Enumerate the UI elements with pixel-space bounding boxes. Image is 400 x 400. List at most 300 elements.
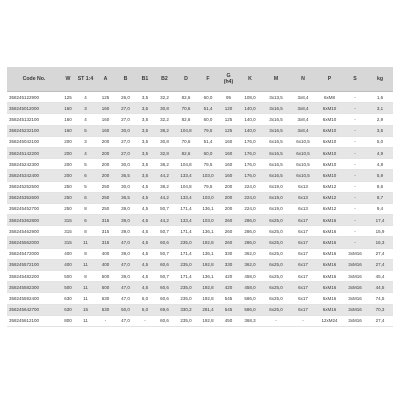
table-cell: 358245352600 <box>7 192 61 203</box>
table-cell: 171,4 <box>175 248 197 259</box>
table-cell: 104,8 <box>175 181 197 192</box>
table-cell: 27,0 <box>115 103 136 114</box>
table-cell: 4,5 <box>136 282 154 293</box>
table-cell: 6x19,0 <box>262 203 290 214</box>
table-cell: 6xM10 <box>316 170 343 181</box>
table-cell: 260 <box>219 226 238 237</box>
table-row <box>7 226 393 237</box>
table-cell: 50,7 <box>154 203 175 214</box>
table-cell: 235,0 <box>175 282 197 293</box>
table-cell: 3,5 <box>136 92 154 103</box>
table-cell: 420 <box>219 282 238 293</box>
table-cell: 3,5 <box>136 147 154 158</box>
table-cell: 11 <box>75 282 96 293</box>
table-cell: 39,0 <box>115 248 136 259</box>
table-cell: 362,0 <box>238 259 262 270</box>
table-cell: 630 <box>96 304 115 315</box>
table-cell: 47,0 <box>115 282 136 293</box>
table-cell: - <box>343 203 367 214</box>
table-cell: 6x17 <box>290 248 316 259</box>
table-cell: 4 <box>75 92 96 103</box>
table-cell: 362,0 <box>238 248 262 259</box>
table-row <box>7 136 393 147</box>
table-cell: 358245612100 <box>7 315 61 326</box>
column-header: B <box>115 67 136 92</box>
table-cell: 200 <box>219 181 238 192</box>
table-cell: 286,0 <box>238 237 262 248</box>
table-cell: 11 <box>75 237 96 248</box>
table-cell: 30,0 <box>115 125 136 136</box>
table-cell: 60,6 <box>154 237 175 248</box>
column-header: G (h4) <box>219 67 238 92</box>
table-cell: 3xM16 <box>343 315 367 326</box>
table-cell: 8 <box>75 271 96 282</box>
table-cell: 44,5 <box>367 282 393 293</box>
table-cell: - <box>343 170 367 181</box>
spec-table <box>7 67 393 327</box>
table-cell: 224,0 <box>238 192 262 203</box>
table-cell: 2,9 <box>367 114 393 125</box>
table-cell: 200 <box>61 170 75 181</box>
table-cell: 286,0 <box>238 226 262 237</box>
table-cell: 60,0 <box>197 92 219 103</box>
table-cell: 6x25,0 <box>262 293 290 304</box>
table-cell: 6x16,5 <box>262 170 290 181</box>
table-cell: 3 <box>75 136 96 147</box>
table-row <box>7 203 393 214</box>
table-cell: 70,6 <box>175 136 197 147</box>
table-cell: 125 <box>96 92 115 103</box>
table-cell: 3xM16 <box>343 259 367 270</box>
table-cell: 330,2 <box>175 304 197 315</box>
table-cell: 3x16,5 <box>262 114 290 125</box>
table-cell: 140,0 <box>238 125 262 136</box>
table-cell: 30,0 <box>115 181 136 192</box>
table-cell: 6x17 <box>290 282 316 293</box>
table-cell: 250 <box>61 203 75 214</box>
table-cell: 6xM16 <box>316 215 343 226</box>
table-cell: - <box>343 226 367 237</box>
table-cell: 160 <box>219 159 238 170</box>
table-cell: 250 <box>61 181 75 192</box>
table-cell: 200 <box>96 170 115 181</box>
table-cell: 26,0 <box>115 92 136 103</box>
table-cell: 70,6 <box>175 103 197 114</box>
table-cell: 6x16,5 <box>262 159 290 170</box>
table-cell: 36,5 <box>115 170 136 181</box>
table-cell: 315 <box>61 215 75 226</box>
table-cell: - <box>343 114 367 125</box>
table-cell: 358245482200 <box>7 271 61 282</box>
table-cell: 368,3 <box>238 315 262 326</box>
table-cell: - <box>343 147 367 158</box>
table-cell: 160 <box>96 103 115 114</box>
table-cell: 47,0 <box>115 315 136 326</box>
table-cell: 79,5 <box>197 159 219 170</box>
table-cell: 6x25,0 <box>262 248 290 259</box>
table-cell: 136,1 <box>197 248 219 259</box>
table-cell: 400 <box>61 259 75 270</box>
table-cell: 224,0 <box>238 203 262 214</box>
table-cell: 47,0 <box>115 259 136 270</box>
table-cell: 3x16,5 <box>262 125 290 136</box>
table-cell: 8 <box>75 248 96 259</box>
table-cell: 358245562000 <box>7 237 61 248</box>
table-header-row <box>7 67 393 92</box>
table-cell: 30,0 <box>115 159 136 170</box>
table-cell: 6x10,5 <box>290 147 316 158</box>
table-cell: 200 <box>96 136 115 147</box>
table-cell: - <box>343 181 367 192</box>
table-row <box>7 147 393 158</box>
table-row <box>7 181 393 192</box>
table-row <box>7 114 393 125</box>
table-cell: 315 <box>96 215 115 226</box>
table-cell: 4,5 <box>136 215 154 226</box>
table-cell: 358245362800 <box>7 215 61 226</box>
table-cell: 3x13,5 <box>262 92 290 103</box>
table-cell: 4,5 <box>136 271 154 282</box>
table-cell: 82,6 <box>175 147 197 158</box>
table-cell: - <box>343 92 367 103</box>
table-cell: 5 <box>75 159 96 170</box>
table-cell: 6x16,5 <box>262 147 290 158</box>
table-cell: - <box>343 125 367 136</box>
table-cell: 3 <box>75 103 96 114</box>
table-cell: 11 <box>75 259 96 270</box>
table-cell: 125 <box>219 114 238 125</box>
table-cell: 6x13 <box>290 181 316 192</box>
table-cell: 4,8 <box>367 159 393 170</box>
table-cell: 50,7 <box>154 248 175 259</box>
table-cell: 400 <box>96 248 115 259</box>
table-cell: 39,0 <box>115 226 136 237</box>
table-cell: 315 <box>96 237 115 248</box>
table-cell: 32,2 <box>154 114 175 125</box>
table-cell: 6x25,0 <box>262 226 290 237</box>
table-cell: - <box>343 192 367 203</box>
table-cell: 6xM16 <box>316 237 343 248</box>
table-cell: 50,0 <box>115 304 136 315</box>
table-cell: 38,2 <box>154 125 175 136</box>
table-row <box>7 282 393 293</box>
table-cell: 6xM8 <box>316 92 343 103</box>
table-cell: 51,4 <box>197 103 219 114</box>
table-row <box>7 237 393 248</box>
table-cell: 8,6 <box>367 181 393 192</box>
table-cell: 6x25,0 <box>262 259 290 270</box>
table-cell: 95 <box>219 92 238 103</box>
table-cell: 6xM16 <box>316 271 343 282</box>
spec-table-container <box>7 67 393 327</box>
table-cell: 4 <box>75 147 96 158</box>
table-cell: 6x13 <box>290 192 316 203</box>
column-header: K <box>238 67 262 92</box>
table-cell: 200 <box>61 147 75 158</box>
table-row <box>7 159 393 170</box>
table-cell: - <box>343 103 367 114</box>
table-cell: 6xM10 <box>316 114 343 125</box>
table-cell: 450 <box>219 315 238 326</box>
table-cell: 15 <box>75 304 96 315</box>
table-cell: 458,0 <box>238 282 262 293</box>
table-cell: 60,6 <box>154 315 175 326</box>
table-cell: 545 <box>219 293 238 304</box>
table-cell: 79,5 <box>197 125 219 136</box>
table-cell: 125 <box>219 125 238 136</box>
table-cell: 315 <box>96 226 115 237</box>
table-cell: 39,0 <box>115 215 136 226</box>
table-cell: 358245242300 <box>7 159 61 170</box>
table-cell: 136,1 <box>197 271 219 282</box>
table-cell: 140,0 <box>238 114 262 125</box>
table-cell: 12xM24 <box>316 315 343 326</box>
table-cell: - <box>136 315 154 326</box>
table-cell: 6x17 <box>290 215 316 226</box>
table-cell: 3x8,4 <box>290 103 316 114</box>
table-cell: 192,8 <box>197 237 219 248</box>
table-cell: 133,4 <box>175 215 197 226</box>
table-row <box>7 293 393 304</box>
table-cell: 6xM16 <box>316 282 343 293</box>
table-cell: 160 <box>61 103 75 114</box>
table-cell: 358245472000 <box>7 248 61 259</box>
table-cell: 630 <box>96 293 115 304</box>
table-cell: 6x17 <box>290 271 316 282</box>
table-cell: 3xM16 <box>343 271 367 282</box>
table-cell: 5 <box>75 125 96 136</box>
table-cell: 3x16,5 <box>262 103 290 114</box>
table-cell: 160 <box>96 114 115 125</box>
table-cell: 500 <box>96 271 115 282</box>
table-cell: 358245342400 <box>7 170 61 181</box>
table-cell: 27,4 <box>367 259 393 270</box>
table-cell: 192,8 <box>197 315 219 326</box>
column-header: S <box>343 67 367 92</box>
table-cell: - <box>343 159 367 170</box>
table-cell: 140,0 <box>238 103 262 114</box>
table-cell: 39,0 <box>115 271 136 282</box>
table-cell: 27,0 <box>115 147 136 158</box>
table-cell: 136,1 <box>197 203 219 214</box>
table-cell: 200 <box>61 159 75 170</box>
table-cell: 6x16,5 <box>262 136 290 147</box>
table-cell: 3xM16 <box>343 248 367 259</box>
table-cell: 15,9 <box>367 226 393 237</box>
table-cell: 27,0 <box>115 114 136 125</box>
table-row <box>7 315 393 326</box>
table-cell: 11 <box>75 293 96 304</box>
table-cell: 6x13 <box>290 203 316 214</box>
table-cell: 3x8,4 <box>290 114 316 125</box>
table-cell: 4,5 <box>136 237 154 248</box>
table-cell: 79,5 <box>197 181 219 192</box>
table-cell: 358245252500 <box>7 181 61 192</box>
table-cell: 9,4 <box>367 203 393 214</box>
table-cell: 358245122900 <box>7 92 61 103</box>
table-cell: 5,9 <box>367 170 393 181</box>
table-cell: 16,3 <box>367 237 393 248</box>
table-cell: 500 <box>96 282 115 293</box>
table-cell: 82,6 <box>175 114 197 125</box>
table-cell: 358245132100 <box>7 114 61 125</box>
table-cell: 6x17 <box>290 237 316 248</box>
table-cell: 17,4 <box>367 215 393 226</box>
column-header: B1 <box>136 67 154 92</box>
table-cell: 1,6 <box>367 92 393 103</box>
table-cell: 358245642700 <box>7 304 61 315</box>
table-cell: 6x17 <box>290 259 316 270</box>
table-cell: 458,0 <box>238 271 262 282</box>
table-cell: 8 <box>75 226 96 237</box>
table-cell: 160 <box>61 114 75 125</box>
table-cell: 192,8 <box>197 293 219 304</box>
table-cell: 6xM10 <box>316 103 343 114</box>
table-cell: 160 <box>219 147 238 158</box>
table-cell: 200 <box>219 192 238 203</box>
table-cell: 400 <box>96 259 115 270</box>
table-cell: 6x17 <box>290 304 316 315</box>
table-cell: 69,6 <box>154 304 175 315</box>
table-cell: 4,5 <box>136 259 154 270</box>
table-cell: 3xM16 <box>343 304 367 315</box>
table-cell: 6xM10 <box>316 136 343 147</box>
table-cell: 330 <box>219 248 238 259</box>
table-cell: 60,6 <box>154 293 175 304</box>
table-cell: 6xM12 <box>316 203 343 214</box>
table-cell: 44,2 <box>154 215 175 226</box>
table-cell: 6x25,0 <box>262 304 290 315</box>
table-cell: 358245592400 <box>7 293 61 304</box>
table-cell: - <box>290 315 316 326</box>
table-cell: - <box>262 315 290 326</box>
table-cell: 3,5 <box>136 170 154 181</box>
table-cell: 250 <box>96 181 115 192</box>
table-cell: 171,4 <box>175 203 197 214</box>
table-cell: 3x8,4 <box>290 125 316 136</box>
table-cell: 32,8 <box>154 147 175 158</box>
table-cell: 160 <box>219 136 238 147</box>
table-cell: 30,8 <box>154 103 175 114</box>
table-cell: 3,5 <box>136 159 154 170</box>
table-cell: 6xM10 <box>316 125 343 136</box>
table-cell: 103,0 <box>197 170 219 181</box>
table-cell: 120 <box>219 103 238 114</box>
table-cell: 358245042100 <box>7 136 61 147</box>
table-row <box>7 103 393 114</box>
table-cell: 60,0 <box>197 147 219 158</box>
table-cell: 108,0 <box>238 92 262 103</box>
table-cell: - <box>343 237 367 248</box>
table-cell: 8 <box>75 203 96 214</box>
table-cell: 200 <box>96 147 115 158</box>
table-cell: 103,0 <box>197 192 219 203</box>
table-cell: 133,4 <box>175 192 197 203</box>
table-cell: 224,0 <box>238 181 262 192</box>
table-cell: 250 <box>96 203 115 214</box>
table-cell: 358245582300 <box>7 282 61 293</box>
table-cell: 6 <box>75 170 96 181</box>
table-cell: 235,0 <box>175 259 197 270</box>
table-cell: 6x10,5 <box>290 159 316 170</box>
table-cell: 6xM12 <box>316 181 343 192</box>
table-cell: 30,8 <box>154 136 175 147</box>
table-cell: 103,0 <box>197 215 219 226</box>
table-cell: 60,0 <box>197 114 219 125</box>
table-cell: 60,6 <box>154 259 175 270</box>
table-cell: 5 <box>75 181 96 192</box>
table-cell: 192,8 <box>197 259 219 270</box>
table-cell: 6x25,0 <box>262 237 290 248</box>
table-row <box>7 92 393 103</box>
table-cell: 4 <box>75 114 96 125</box>
table-cell: 8,7 <box>367 192 393 203</box>
table-cell: 400 <box>61 248 75 259</box>
table-row <box>7 271 393 282</box>
table-cell: 3x8,4 <box>290 92 316 103</box>
table-cell: 36,5 <box>115 192 136 203</box>
table-cell: 315 <box>61 237 75 248</box>
table-cell: 4,5 <box>136 181 154 192</box>
table-cell: 358245142200 <box>7 147 61 158</box>
table-cell: - <box>343 215 367 226</box>
table-cell: 160 <box>219 170 238 181</box>
table-cell: 11 <box>75 315 96 326</box>
table-cell: 4,5 <box>136 192 154 203</box>
table-cell: 3,1 <box>367 103 393 114</box>
table-cell: 136,1 <box>197 226 219 237</box>
table-cell: 171,4 <box>175 271 197 282</box>
table-cell: 3,5 <box>367 125 393 136</box>
table-cell: 6x10,5 <box>290 136 316 147</box>
table-cell: 200 <box>96 159 115 170</box>
table-cell: 586,0 <box>238 304 262 315</box>
column-header: W <box>61 67 75 92</box>
table-cell: 160 <box>96 125 115 136</box>
table-cell: 27,4 <box>367 248 393 259</box>
table-cell: 5,0 <box>367 136 393 147</box>
table-cell: 358245232100 <box>7 125 61 136</box>
table-cell: 50,7 <box>154 271 175 282</box>
table-cell: 315 <box>61 226 75 237</box>
table-cell: 235,0 <box>175 315 197 326</box>
column-header: M <box>262 67 290 92</box>
table-cell: 104,8 <box>175 159 197 170</box>
table-cell: 6,0 <box>136 293 154 304</box>
table-cell: 60,6 <box>154 282 175 293</box>
table-cell: 630 <box>61 293 75 304</box>
table-cell: 200 <box>219 203 238 214</box>
table-cell: 39,0 <box>115 203 136 214</box>
table-cell: 281,4 <box>197 304 219 315</box>
table-cell: 171,4 <box>175 226 197 237</box>
table-row <box>7 192 393 203</box>
table-cell: 500 <box>61 282 75 293</box>
table-cell: - <box>343 136 367 147</box>
table-cell: 176,0 <box>238 170 262 181</box>
table-cell: 260 <box>219 237 238 248</box>
table-cell: 3,5 <box>136 103 154 114</box>
table-cell: 160 <box>61 125 75 136</box>
table-cell: 6x10,5 <box>290 170 316 181</box>
table-cell: 545 <box>219 304 238 315</box>
table-row <box>7 170 393 181</box>
table-cell: 6xM12 <box>316 192 343 203</box>
table-cell: 176,0 <box>238 136 262 147</box>
column-header: B2 <box>154 67 175 92</box>
table-cell: 235,0 <box>175 237 197 248</box>
table-cell: 6xM10 <box>316 147 343 158</box>
